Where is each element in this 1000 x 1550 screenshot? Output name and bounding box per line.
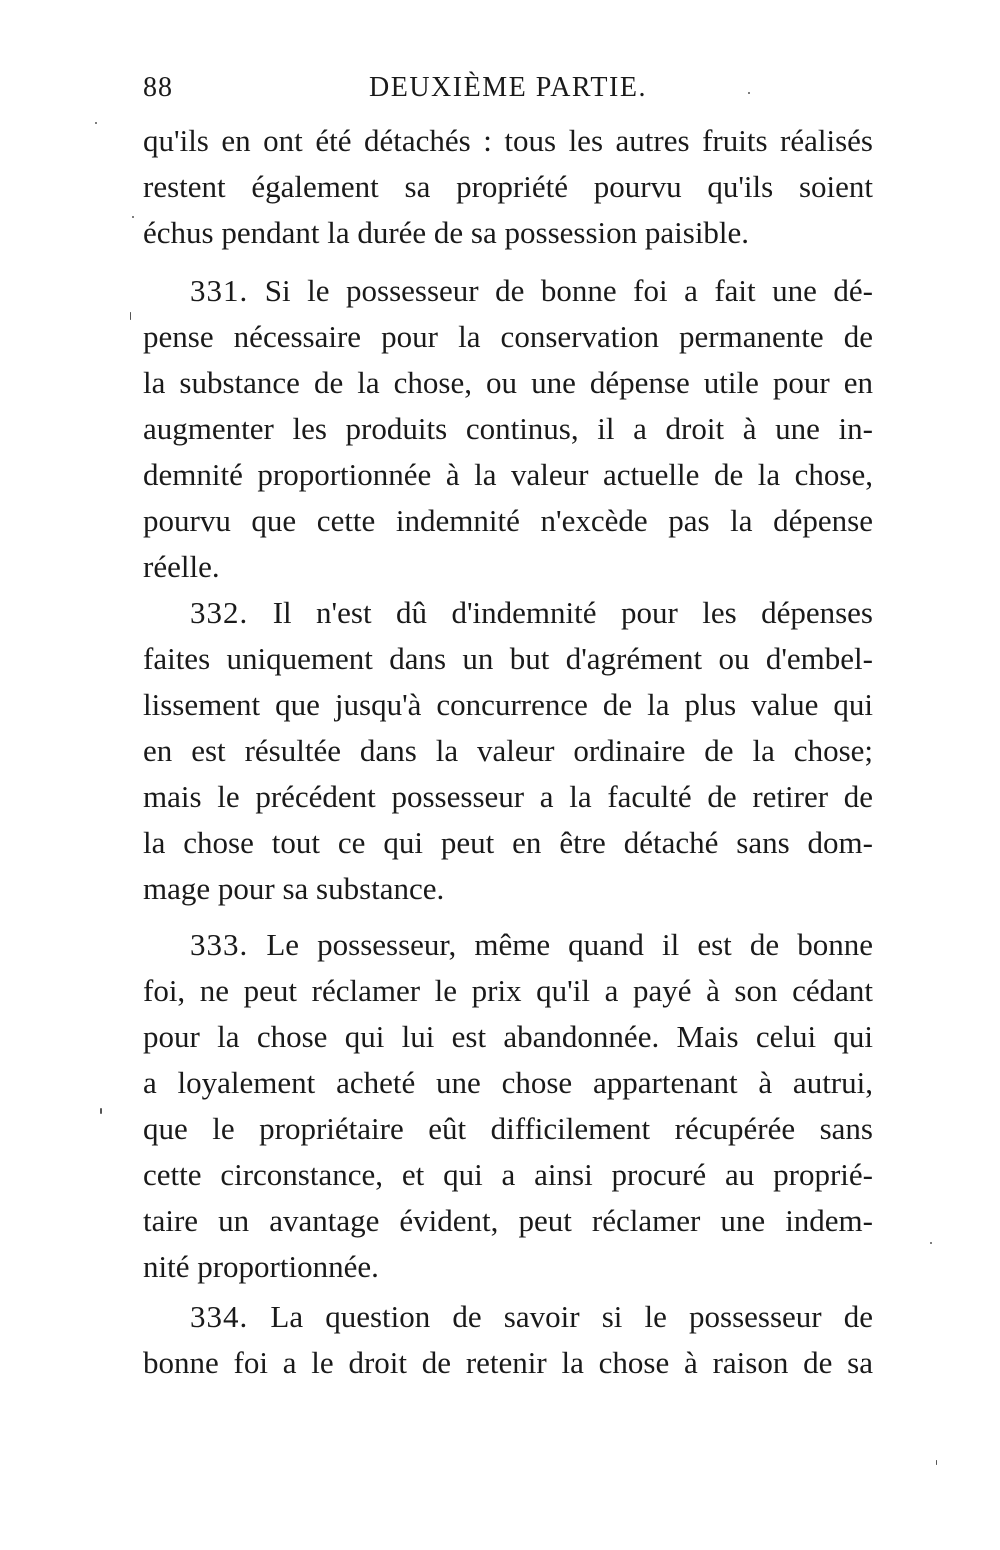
text-line: en est résultée dans la valeur ordinaire de la chose;	[143, 733, 873, 768]
article-first-text: Le possesseur, même quand il est de bonne	[266, 927, 873, 962]
text-line: a loyalement acheté une chose appartenant à autrui,	[143, 1065, 873, 1100]
text-line: que le propriétaire eût difficilement récupérée sans	[143, 1111, 873, 1146]
text-line: mais le précédent possesseur a la faculté de retirer de	[143, 779, 873, 814]
article-number: 332.	[190, 595, 249, 630]
text-line: cette circonstance, et qui a ainsi procuré au proprié-	[143, 1157, 873, 1192]
text-line: réelle.	[143, 549, 220, 584]
scan-speck	[100, 1108, 102, 1114]
text-line: nité proportionnée.	[143, 1249, 379, 1284]
text-line: pour la chose qui lui est abandonnée. Mais celui qui	[143, 1019, 873, 1054]
scan-speck	[748, 92, 750, 94]
text-line: restent également sa propriété pourvu qu'ils soient	[143, 169, 873, 204]
article-first-text: La question de savoir si le possesseur de	[270, 1299, 874, 1334]
article-number: 334.	[190, 1299, 249, 1334]
text-line: pense nécessaire pour la conservation permanente de	[143, 319, 873, 354]
scan-speck	[930, 1242, 932, 1244]
article-first-text: Si le possesseur de bonne foi a fait une dé-	[264, 273, 874, 308]
running-title: DEUXIÈME PARTIE.	[369, 72, 647, 103]
text-line: la substance de la chose, ou une dépense utile pour en	[143, 365, 873, 400]
article-first-line	[190, 922, 873, 968]
running-head	[143, 72, 873, 112]
article-first-line	[190, 1294, 873, 1340]
article-number: 331.	[190, 273, 249, 308]
scan-speck	[95, 122, 97, 124]
text-line: foi, ne peut réclamer le prix qu'il a payé à son cédant	[143, 973, 873, 1008]
text-line: faites uniquement dans un but d'agrément ou d'embel-	[143, 641, 873, 676]
scan-speck	[130, 312, 131, 320]
text-line: mage pour sa substance.	[143, 871, 445, 906]
scan-speck	[132, 216, 134, 218]
article-first-line	[190, 590, 873, 636]
text-line: augmenter les produits continus, il a droit à une in-	[143, 411, 873, 446]
text-line: échus pendant la durée de sa possession paisible.	[143, 215, 750, 250]
text-line: taire un avantage évident, peut réclamer une indem-	[143, 1203, 873, 1238]
page-number: 88	[143, 72, 173, 103]
text-line: la chose tout ce qui peut en être détaché sans dom-	[143, 825, 873, 860]
text-line: pourvu que cette indemnité n'excède pas la dépense	[143, 503, 873, 538]
text-line: qu'ils en ont été détachés : tous les autres fruits réalisés	[143, 123, 873, 158]
text-line: lissement que jusqu'à concurrence de la plus value qui	[143, 687, 873, 722]
article-first-text: Il n'est dû d'indemnité pour les dépenses	[272, 595, 873, 630]
article-first-line	[190, 268, 873, 314]
text-line: bonne foi a le droit de retenir la chose à raison de sa	[143, 1345, 873, 1380]
article-number: 333.	[190, 927, 249, 962]
text-line: demnité proportionnée à la valeur actuelle de la chose,	[143, 457, 873, 492]
scan-speck	[936, 1460, 937, 1465]
